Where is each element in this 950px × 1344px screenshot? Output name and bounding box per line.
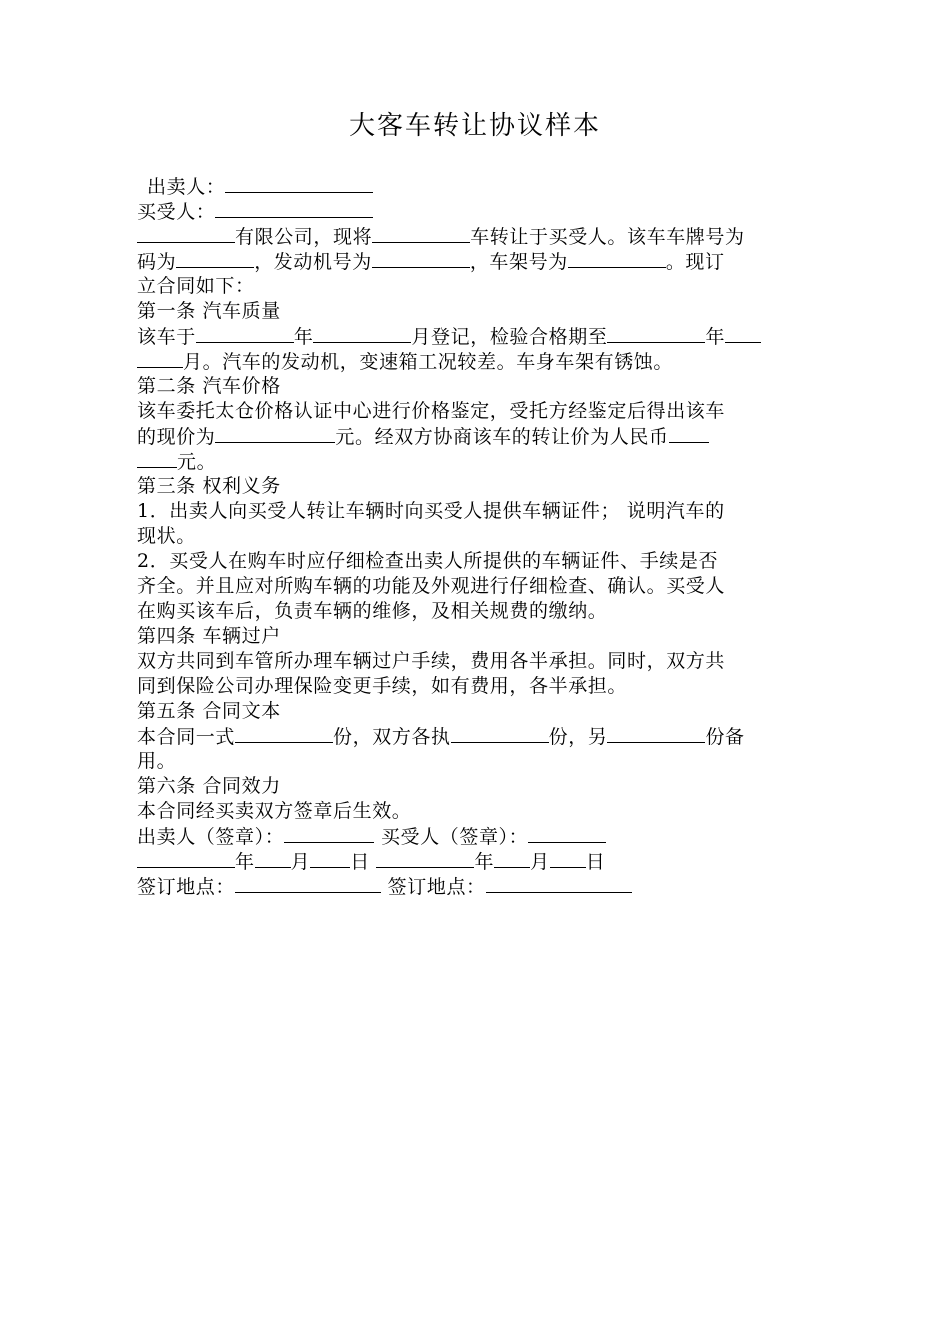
- expiry-month-blank-b[interactable]: [137, 349, 183, 368]
- buyer-signature-blank[interactable]: [528, 824, 606, 843]
- article-2-line-3: 元。: [137, 449, 817, 474]
- article-6-line-1: 本合同经买卖双方签章后生效。: [137, 800, 412, 822]
- expiry-year-blank[interactable]: [607, 324, 705, 343]
- article-2-heading: 第二条 汽车价格: [137, 375, 281, 397]
- seller-month-blank[interactable]: [255, 849, 291, 868]
- transfer-price-blank-b[interactable]: [137, 449, 177, 468]
- article-4-line-2: 同到保险公司办理保险变更手续，如有费用，各半承担。: [137, 675, 628, 697]
- document-title: 大客车转让协议样本: [348, 111, 601, 141]
- article-3-line-1: 1．出卖人向买受人转让车辆时向买受人提供车辆证件； 说明汽车的: [137, 500, 725, 522]
- chassis-number-blank[interactable]: [568, 249, 666, 268]
- place-line: [137, 874, 817, 899]
- transfer-price-blank-a[interactable]: [669, 424, 709, 443]
- seller-signature-blank[interactable]: [284, 824, 374, 843]
- buyer-place-blank[interactable]: [486, 874, 632, 893]
- intro-line-1: 有限公司，现将 车转让于买受人。该车车牌号为: [137, 224, 817, 249]
- copies-each-blank[interactable]: [451, 724, 549, 743]
- seller-place-blank[interactable]: [235, 874, 381, 893]
- article-2-line-1: 该车委托太仓价格认证中心进行价格鉴定，受托方经鉴定后得出该车: [137, 400, 726, 422]
- buyer-month-blank[interactable]: [494, 849, 530, 868]
- buyer-line: [137, 199, 817, 224]
- seller-label: 出卖人：: [147, 176, 226, 198]
- article-3-line-3: 2．买受人在购车时应仔细检查出卖人所提供的车辆证件、手续是否: [137, 550, 719, 572]
- article-5-line-1: 本合同一式 份，双方各执 份，另 份备: [137, 726, 745, 748]
- article-3-line-5: 在购买该车后，负责车辆的维修，及相关规费的缴纳。: [137, 600, 608, 622]
- intro-line-3: 立合同如下：: [137, 275, 255, 297]
- buyer-signature-label: 买受人（签章）：: [380, 826, 529, 848]
- seller-blank[interactable]: [225, 174, 373, 193]
- article-2-line-2: 的现价为 元。经双方协商该车的转让价为人民币: [137, 424, 817, 449]
- article-1-line-1: 该车于 年 月登记，检验合格期至 年: [137, 324, 817, 349]
- article-4-line-1: 双方共同到车管所办理车辆过户手续，费用各半承担。同时，双方共: [137, 650, 726, 672]
- engine-number-blank[interactable]: [372, 249, 470, 268]
- document-body: [137, 174, 817, 899]
- buyer-blank[interactable]: [215, 199, 373, 218]
- vehicle-blank[interactable]: [372, 224, 470, 243]
- intro-line-2: 码为 ，发动机号为 ，车架号为 。现订: [137, 251, 725, 273]
- article-5-heading: 第五条 合同文本: [137, 700, 281, 722]
- seller-year-blank[interactable]: [137, 849, 235, 868]
- buyer-label: 买受人：: [137, 201, 216, 223]
- copies-total-blank[interactable]: [235, 724, 333, 743]
- article-6-heading: 第六条 合同效力: [137, 775, 281, 797]
- seller-place-label: 签订地点：: [137, 876, 236, 898]
- seller-signature-label: 出卖人（签章）：: [137, 826, 285, 848]
- seller-line: [137, 174, 817, 199]
- article-4-heading: 第四条 车辆过户: [137, 625, 281, 647]
- buyer-place-label: 签订地点：: [387, 876, 486, 898]
- copies-backup-blank[interactable]: [607, 724, 705, 743]
- article-3-line-2: 现状。: [137, 525, 196, 547]
- seller-day-blank[interactable]: [310, 849, 350, 868]
- register-month-blank[interactable]: [313, 324, 411, 343]
- date-line: 年 月 日 年 月 日: [137, 849, 817, 874]
- article-5-line-2: 用。: [137, 750, 177, 772]
- article-1-heading: 第一条 汽车质量: [137, 300, 281, 322]
- buyer-day-blank[interactable]: [550, 849, 586, 868]
- buyer-year-blank[interactable]: [376, 849, 474, 868]
- article-1-line-2: 月。汽车的发动机，变速箱工况较差。车身车架有锈蚀。: [137, 349, 817, 374]
- article-3-heading: 第三条 权利义务: [137, 475, 281, 497]
- register-year-blank[interactable]: [196, 324, 294, 343]
- company-blank[interactable]: [137, 224, 235, 243]
- article-3-line-4: 齐全。并且应对所购车辆的功能及外观进行仔细检查、确认。买受人: [137, 575, 726, 597]
- plate-blank[interactable]: [176, 249, 254, 268]
- appraised-price-blank[interactable]: [215, 424, 335, 443]
- expiry-month-blank-a[interactable]: [725, 324, 761, 343]
- signature-line: [137, 824, 817, 849]
